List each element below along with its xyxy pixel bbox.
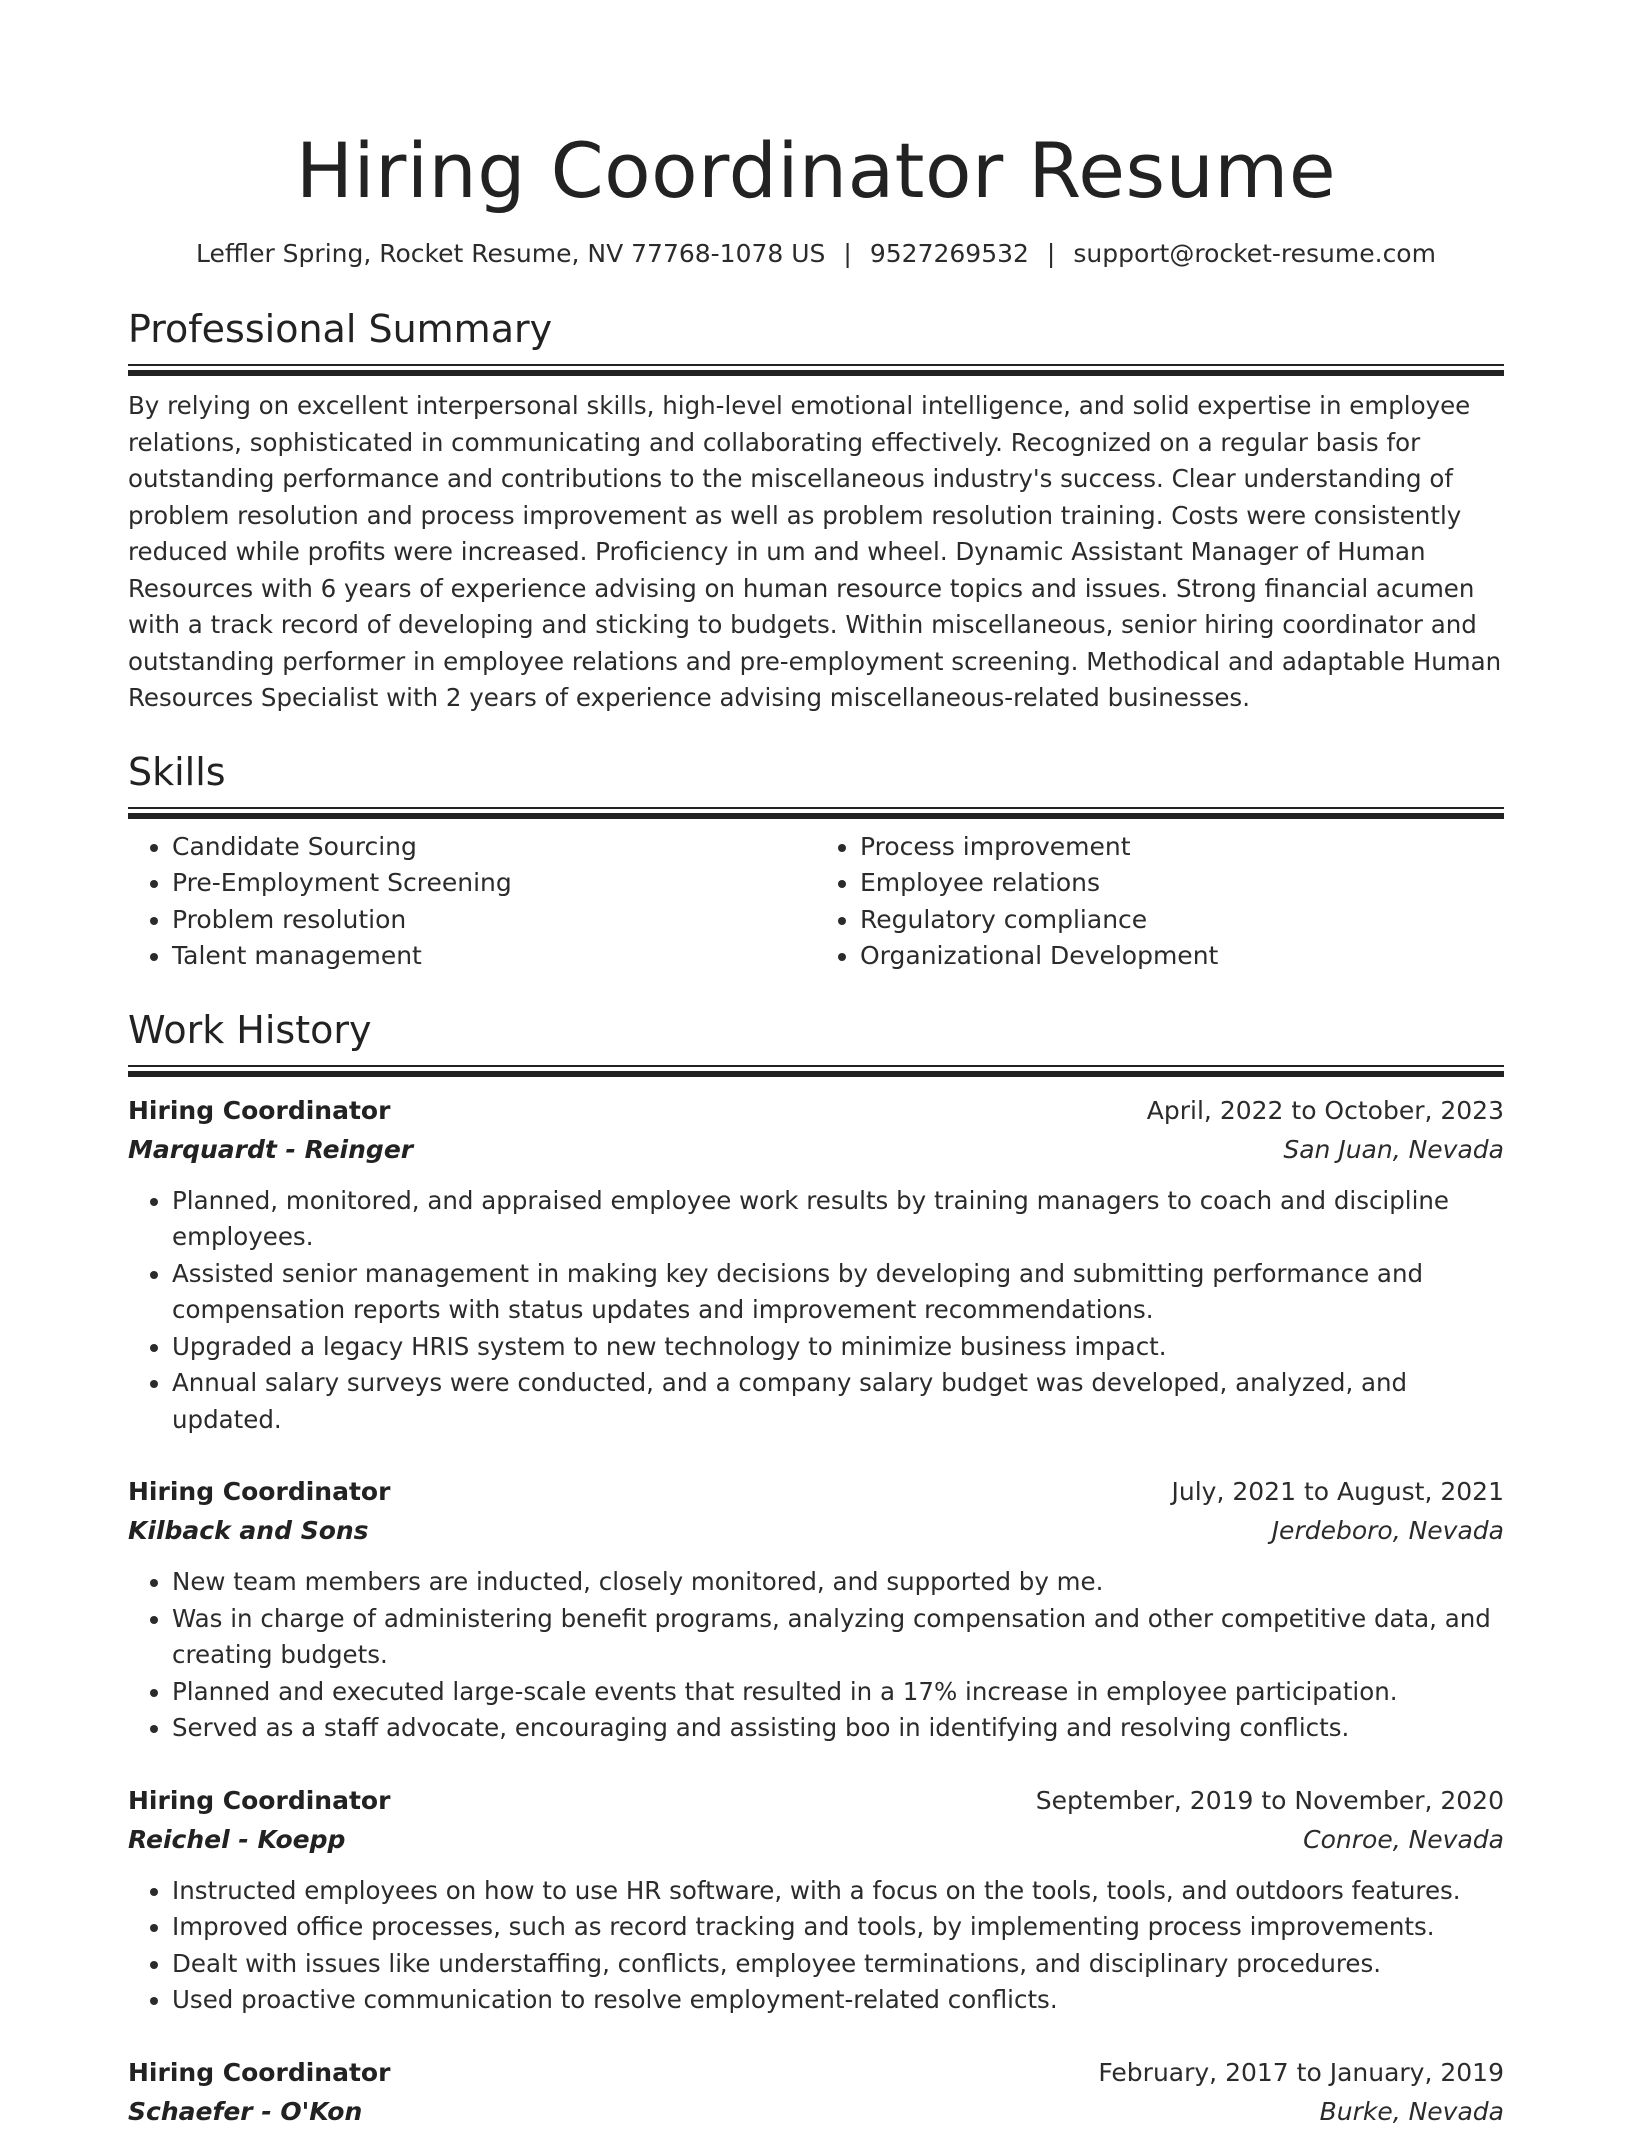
work-history-section	[128, 1005, 1504, 2131]
job-bullets	[128, 1564, 1504, 1747]
skill-item: • Regulatory compliance	[860, 902, 1504, 939]
skill-item: • Pre-Employment Screening	[172, 865, 816, 902]
skills-list-left	[128, 829, 816, 975]
job-bullet: • Used proactive communication to resolve employment-related conflicts.	[172, 1982, 1504, 2019]
skill-item: • Candidate Sourcing	[172, 829, 816, 866]
job-bullet: • Dealt with issues like understaffing, conflicts, employee terminations, and disciplinary procedures.	[172, 1946, 1504, 1983]
job-title: Hiring Coordinator	[128, 1477, 391, 1506]
job-location: San Juan, Nevada	[1283, 1134, 1504, 1164]
job-bullet: • Improved office processes, such as record tracking and tools, by implementing process improvements.	[172, 1909, 1504, 1946]
job-dates: February, 2017 to January, 2019	[1098, 2057, 1504, 2087]
skills-section	[128, 747, 1504, 975]
job-header-row	[128, 1781, 1504, 1820]
contact-email: support@rocket-resume.com	[1073, 239, 1436, 268]
contact-separator: |	[843, 239, 852, 268]
skill-item: • Process improvement	[860, 829, 1504, 866]
section-divider	[128, 807, 1504, 819]
summary-section	[128, 304, 1504, 717]
job-company: Marquardt - Reinger	[128, 1134, 414, 1164]
work-history-heading: Work History	[128, 1007, 372, 1052]
job-company-row	[128, 1130, 1504, 1169]
job-bullet: • Instructed employees on how to use HR software, with a focus on the tools, tools, and outdoors features.	[172, 1873, 1504, 1910]
job-entry	[128, 1091, 1504, 1439]
skills-heading: Skills	[128, 749, 226, 794]
job-entry	[128, 1472, 1504, 1747]
job-title: Hiring Coordinator	[128, 1095, 391, 1125]
job-bullets	[128, 1183, 1504, 1439]
skill-item: • Talent management	[172, 938, 816, 975]
job-location: Burke, Nevada	[1319, 2096, 1504, 2126]
section-divider	[128, 1065, 1504, 1077]
job-company-row	[128, 1820, 1504, 1859]
job-company-row	[128, 2092, 1504, 2131]
job-bullet: • Planned, monitored, and appraised employee work results by training managers to coach and discipline employees.	[172, 1183, 1504, 1256]
skill-item: • Problem resolution	[172, 902, 816, 939]
job-bullet: • Served as a staff advocate, encouraging and assisting boo in identifying and resolving conflicts.	[172, 1710, 1504, 1747]
job-bullet: • Annual salary surveys were conducted, and a company salary budget was developed, analyzed, and updated.	[172, 1365, 1504, 1438]
job-bullet: • Assisted senior management in making key decisions by developing and submitting performance and compensation reports with status updates and improvement recommendations.	[172, 1256, 1504, 1329]
skill-item: • Organizational Development	[860, 938, 1504, 975]
job-header-row	[128, 1091, 1504, 1130]
summary-heading: Professional Summary	[128, 307, 553, 351]
job-dates: July, 2021 to August, 2021	[1171, 1477, 1504, 1506]
job-company-row	[128, 1511, 1504, 1550]
resume-title: Hiring Coordinator Resume	[295, 126, 1337, 215]
contact-line	[128, 236, 1504, 272]
skill-item: • Employee relations	[860, 865, 1504, 902]
summary-text: By relying on excellent interpersonal skills, high-level emotional intelligence, and solid expertise in employee relations, sophisticated in communicating and collaborating effectively. Recognized on a regular basis for outstanding performance and contributions to the miscellaneous industry's success. Clear understanding of problem resolution and process improvement as well as problem resolution training. Costs were consistently reduced while profits were increased. Proficiency in um and wheel. Dynamic Assistant Manager of Human Resources with 6 years of experience advising on human resource topics and issues. Strong financial acumen with a track record of developing and sticking to budgets. Within miscellaneous, senior hiring coordinator and outstanding performer in employee relations and pre-employment screening. Methodical and adaptable Human Resources Specialist with 2 years of experience advising miscellaneous-related businesses.	[128, 391, 1502, 712]
skills-columns	[128, 829, 1504, 975]
job-entry	[128, 2053, 1504, 2131]
job-dates: September, 2019 to November, 2020	[1035, 1785, 1504, 1815]
job-title: Hiring Coordinator	[128, 2057, 391, 2087]
contact-separator: |	[1046, 239, 1056, 268]
job-bullet: • Was in charge of administering benefit programs, analyzing compensation and other competitive data, and creating budgets.	[172, 1601, 1504, 1674]
job-dates: April, 2022 to October, 2023	[1146, 1095, 1504, 1125]
contact-address: Leffler Spring, Rocket Resume, NV 77768-1078 US	[196, 239, 826, 268]
job-company: Schaefer - O'Kon	[128, 2096, 363, 2126]
job-header-row	[128, 2053, 1504, 2092]
job-location: Jerdeboro, Nevada	[1271, 1516, 1504, 1545]
job-location: Conroe, Nevada	[1303, 1824, 1504, 1854]
job-title: Hiring Coordinator	[128, 1785, 391, 1815]
section-divider	[128, 364, 1504, 376]
job-company: Kilback and Sons	[128, 1516, 369, 1545]
contact-phone: 9527269532	[869, 239, 1029, 268]
job-bullet: • Planned and executed large-scale events that resulted in a 17% increase in employee participation.	[172, 1674, 1504, 1711]
job-bullets	[128, 1873, 1504, 2019]
job-company: Reichel - Koepp	[128, 1824, 346, 1854]
job-bullet: • New team members are inducted, closely monitored, and supported by me.	[172, 1564, 1504, 1601]
skills-list-right	[816, 829, 1504, 975]
job-bullet: • Upgraded a legacy HRIS system to new technology to minimize business impact.	[172, 1329, 1504, 1366]
job-header-row	[128, 1472, 1504, 1511]
job-entry	[128, 1781, 1504, 2019]
